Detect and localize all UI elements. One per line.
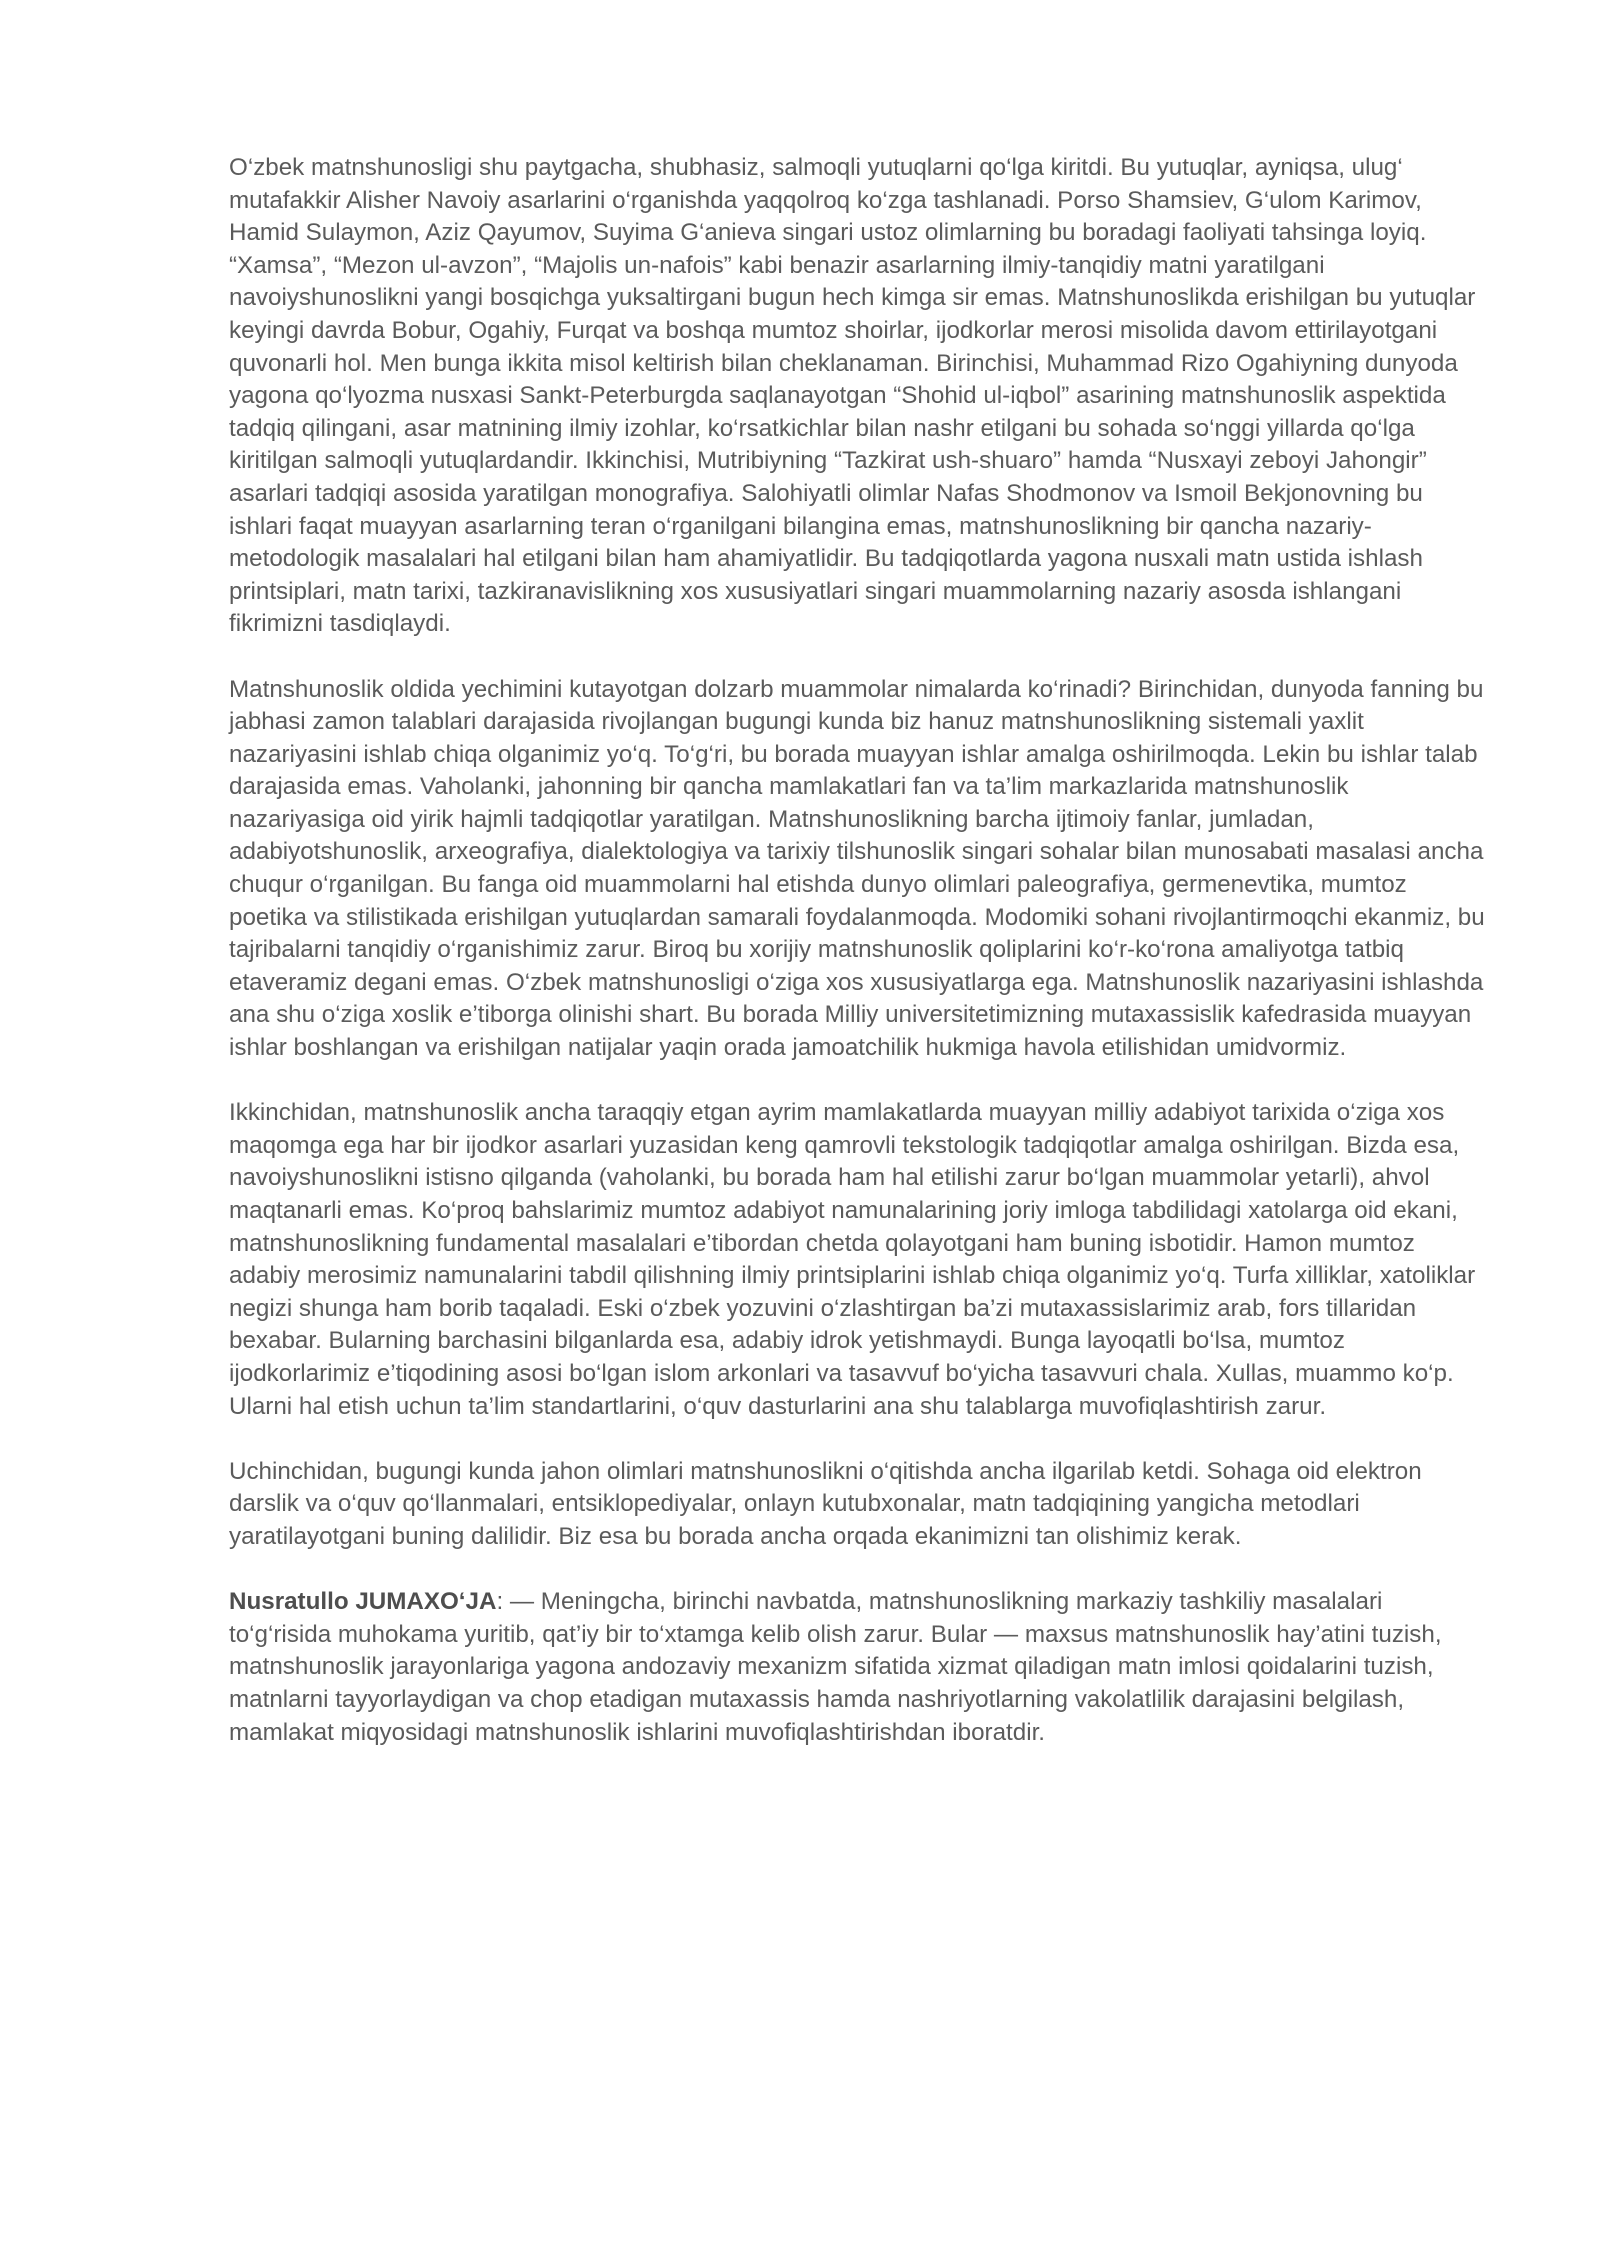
paragraph-4	[229, 1456, 1489, 1554]
paragraph-5	[229, 1586, 1489, 1749]
paragraph-text: Uchinchidan, bugungi kunda jahon olimlari matnshunoslikni o‘qitishda ancha ilgarilab ketdi. Sohaga oid elektron darslik va o‘quv qo‘llanmalari, entsiklopediyalar, onlayn kutubxonalar, matn tadqiqining yangicha metodlari yaratilayotgani buning dalilidir. Biz esa bu borada ancha orqada ekanimizni tan olishimiz kerak.	[229, 1457, 1422, 1550]
paragraph-3	[229, 1097, 1489, 1423]
paragraph-text: : — Meningcha, birinchi navbatda, matnshunoslikning markaziy tashkiliy masalalari to‘g‘risida muhokama yuritib, qat’iy bir to‘xtamga kelib olish zarur. Bular — maxsus matnshunoslik hay’atini tuzish, matnshunoslik jarayonlariga yagona andozaviy mexanizm sifatida xizmat qiladigan matn imlosi qoidalarini tuzish, matnlarni tayyorlaydigan va chop etadigan mutaxassis hamda nashriyotlarning vakolatlilik darajasini belgilash, mamlakat miqyosidagi matnshunoslik ishlarini muvofiqlashtirishdan iboratdir.	[229, 1588, 1442, 1746]
document-body	[229, 152, 1489, 1782]
paragraph-2	[229, 674, 1489, 1065]
paragraph-text: Matnshunoslik oldida yechimini kutayotgan dolzarb muammolar nimalarda ko‘rinadi? Birinchidan, dunyoda fanning bu jabhasi zamon talablari darajasida rivojlangan bugungi kunda biz hanuz matnshunoslikning sistemali yaxlit nazariyasini ishlab chiqa olganimiz yo‘q. To‘g‘ri, bu borada muayyan ishlar amalga oshirilmoqda. Lekin bu ishlar talab darajasida emas. Vaholanki, jahonning bir qancha mamlakatlari fan va ta’lim markazlarida matnshunoslik nazariyasiga oid yirik hajmli tadqiqotlar yaratilgan. Matnshunoslikning barcha ijtimoiy fanlar, jumladan, adabiyotshunoslik, arxeografiya, dialektologiya va tarixiy tilshunoslik singari sohalar bilan munosabati masalasi ancha chuqur o‘rganilgan. Bu fanga oid muammolarni hal etishda dunyo olimlari paleografiya, germenevtika, mumtoz poetika va stilistikada erishilgan yutuqlardan samarali foydalanmoqda. Modomiki sohani rivojlantirmoqchi ekanmiz, bu tajribalarni tanqidiy o‘rganishimiz zarur. Biroq bu xorijiy matnshunoslik qoliplarini ko‘r-ko‘rona amaliyotga tatbiq etaveramiz degani emas. O‘zbek matnshunosligi o‘ziga xos xususiyatlarga ega. Matnshunoslik nazariyasini ishlashda ana shu o‘ziga xoslik e’tiborga olinishi shart. Bu borada Milliy universitetimizning mutaxassislik kafedrasida muayyan ishlar boshlangan va erishilgan natijalar yaqin orada jamoatchilik hukmiga havola etilishidan umidvormiz.	[229, 675, 1485, 1062]
paragraph-text: O‘zbek matnshunosligi shu paytgacha, shubhasiz, salmoqli yutuqlarni qo‘lga kiritdi. Bu yutuqlar, ayniqsa, ulug‘ mutafakkir Alisher Navoiy asarlarini o‘rganishda yaqqolroq ko‘zga tashlanadi. Porso Shamsiev, G‘ulom Karimov, Hamid Sulaymon, Aziz Qayumov, Suyima G‘anieva singari ustoz olimlarning bu boradagi faoliyati tahsinga loyiq. “Xamsa”, “Mezon ul-avzon”, “Majolis un-nafois” kabi benazir asarlarning ilmiy-tanqidiy matni yaratilgani navoiyshunoslikni yangi bosqichga yuksaltirgani bugun hech kimga sir emas. Matnshunoslikda erishilgan bu yutuqlar keyingi davrda Bobur, Ogahiy, Furqat va boshqa mumtoz shoirlar, ijodkorlar merosi misolida davom ettirilayotgani quvonarli hol. Men bunga ikkita misol keltirish bilan cheklanaman. Birinchisi, Muhammad Rizo Ogahiyning dunyoda yagona qo‘lyozma nusxasi Sankt-Peterburgda saqlanayotgan “Shohid ul-iqbol” asarining matnshunoslik aspektida tadqiq qilingani, asar matnining ilmiy izohlar, ko‘rsatkichlar bilan nashr etilgani bu sohada so‘nggi yillarda qo‘lga kiritilgan salmoqli yutuqlardandir. Ikkinchisi, Mutribiyning “Tazkirat ush-shuaro” hamda “Nusxayi zeboyi Jahongir” asarlari tadqiqi asosida yaratilgan monografiya. Salohiyatli olimlar Nafas Shodmonov va Ismoil Bekjonovning bu ishlari faqat muayyan asarlarning teran o‘rganilgani bilangina emas, matnshunoslikning bir qancha nazariy-metodologik masalalari hal etilgani bilan ham ahamiyatlidir. Bu tadqiqotlarda yagona nusxali matn ustida ishlash printsiplari, matn tarixi, tazkiranavislikning xos xususiyatlari singari muammolarning nazariy asosda ishlangani fikrimizni tasdiqlaydi.	[229, 154, 1476, 638]
speaker-name: Nusratullo JUMAXO‘JA	[229, 1588, 497, 1616]
paragraph-1	[229, 152, 1489, 641]
paragraph-text: Ikkinchidan, matnshunoslik ancha taraqqiy etgan ayrim mamlakatlarda muayyan milliy adabiyot tarixida o‘ziga xos maqomga ega har bir ijodkor asarlari yuzasidan keng qamrovli tekstologik tadqiqotlar amalga oshirilgan. Bizda esa, navoiyshunoslikni istisno qilganda (vaholanki, bu borada ham hal etilishi zarur bo‘lgan muammolar yetarli), ahvol maqtanarli emas. Ko‘proq bahslarimiz mumtoz adabiyot namunalarining joriy imloga tabdilidagi xatolarga oid ekani, matnshunoslikning fundamental masalalari e’tibordan chetda qolayotgani ham buning isbotidir. Hamon mumtoz adabiy merosimiz namunalarini tabdil qilishning ilmiy printsiplarini ishlab chiqa olganimiz yo‘q. Turfa xilliklar, xatoliklar negizi shunga ham borib taqaladi. Eski o‘zbek yozuvini o‘zlashtirgan ba’zi mutaxassislarimiz arab, fors tillaridan bexabar. Bularning barchasini bilganlarda esa, adabiy idrok yetishmaydi. Bunga layoqatli bo‘lsa, mumtoz ijodkorlarimiz e’tiqodining asosi bo‘lgan islom arkonlari va tasavvuf bo‘yicha tasavvuri chala. Xullas, muammo ko‘p. Ularni hal etish uchun ta’lim standartlarini, o‘quv dasturlarini ana shu talablarga muvofiqlashtirish zarur.	[229, 1099, 1476, 1420]
